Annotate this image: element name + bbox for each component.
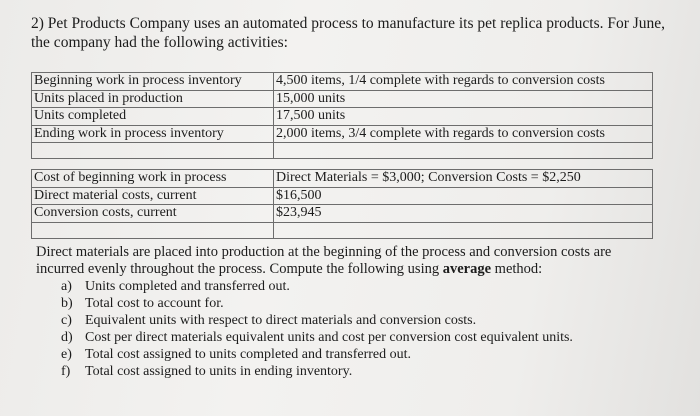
spacer-cell [32,222,274,238]
item-text: Total cost to account for. [85,296,224,311]
question-line-2: the company had the following activities: [31,34,288,51]
row-label: Cost of beginning work in process [32,170,274,188]
item-letter: c) [61,313,72,328]
row-value: 2,000 items, 3/4 complete with regards to conversion costs [274,125,653,143]
item-text: Total cost assigned to units in ending inventory. [85,364,353,379]
table-row [32,108,653,126]
instructions-line-2-suffix: method: [491,261,543,277]
table-row [32,205,653,223]
row-value: Direct Materials = $3,000; Conversion Costs = $2,250 [274,170,653,188]
row-label: Units completed [32,108,274,126]
table-spacer-row [32,143,653,159]
row-value: 17,500 units [274,108,653,126]
question-intro [31,14,671,52]
row-value: $23,945 [274,205,653,223]
list-item [61,329,656,346]
table-row [32,90,653,108]
table-spacer-row [32,222,653,238]
question-line-1: 2) Pet Products Company uses an automated process to manufacture its pet replica products. For June, [31,15,666,32]
row-label: Units placed in production [32,90,274,108]
table-row [32,187,653,205]
item-letter: d) [61,330,73,345]
instructions-line-2-prefix: incurred evenly throughout the process. Compute the following using [36,261,443,277]
instructions [36,244,656,380]
row-value: 4,500 items, 1/4 complete with regards to conversion costs [274,73,653,91]
item-letter: f) [61,364,71,379]
item-text: Equivalent units with respect to direct materials and conversion costs. [85,313,477,328]
list-item [61,312,656,329]
list-item [61,295,656,312]
item-letter: a) [61,279,72,294]
row-value: 15,000 units [274,90,653,108]
activities-table [31,72,653,159]
costs-table [31,169,653,239]
list-item [61,363,656,380]
table-row [32,170,653,188]
table-row [32,125,653,143]
spacer-cell [32,143,274,159]
method-name: average [442,261,492,277]
spacer-cell [274,143,653,159]
item-letter: e) [61,347,72,362]
row-label: Direct material costs, current [32,187,274,205]
spacer-cell [274,222,653,238]
row-label: Ending work in process inventory [32,125,274,143]
requirements-list [36,278,656,380]
list-item [61,346,656,363]
row-label: Conversion costs, current [32,205,274,223]
table-row [32,73,653,91]
item-text: Units completed and transferred out. [85,279,290,294]
item-letter: b) [61,296,73,311]
instructions-line-2 [36,261,656,278]
instructions-line-1: Direct materials are placed into production at the beginning of the process and conversion costs are [36,244,612,260]
list-item [61,278,656,295]
item-text: Total cost assigned to units completed and transferred out. [85,347,411,362]
row-value: $16,500 [274,187,653,205]
item-text: Cost per direct materials equivalent units and cost per conversion cost equivalent units. [85,330,573,345]
row-label: Beginning work in process inventory [32,73,274,91]
